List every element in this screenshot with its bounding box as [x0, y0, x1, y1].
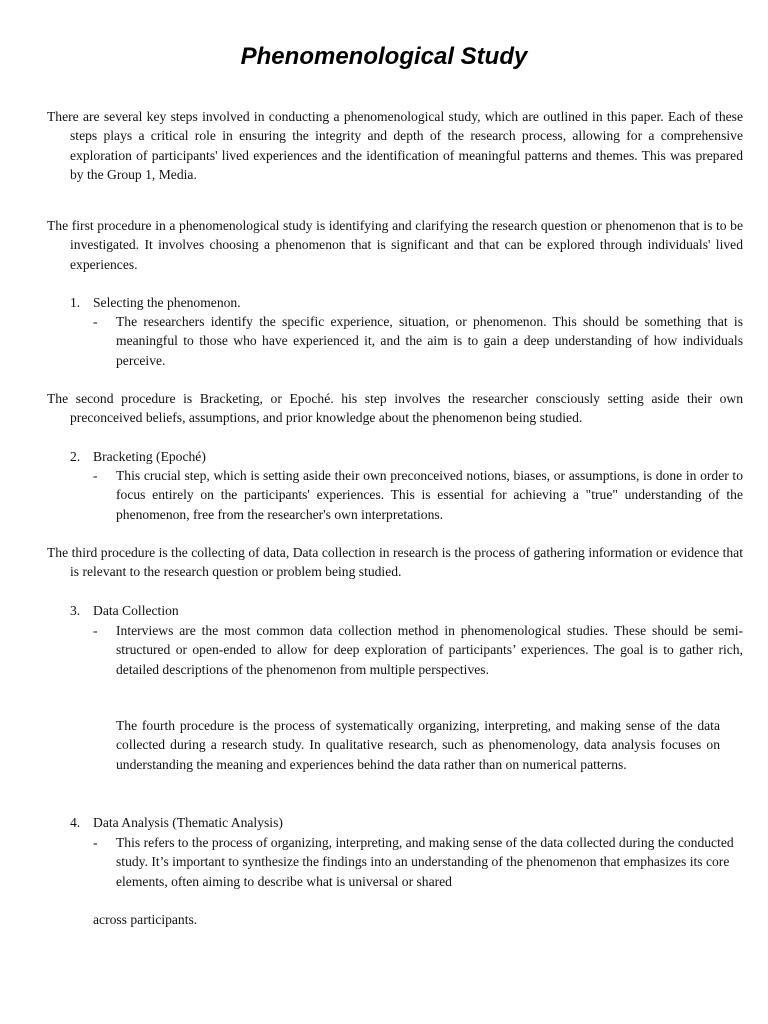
procedure-1-paragraph: The first procedure in a phenomenological study is identifying and clarifying the research question or phenomenon that is to be investigated. It involves choosing a phenomenon that is significant and that can be explored through individuals' lived experiences.: [47, 218, 743, 272]
document-title: Phenomenological Study: [240, 43, 528, 70]
step-1-number: 1.: [70, 295, 81, 310]
procedure-2-paragraph: The second procedure is Bracketing, or Epoché. his step involves the researcher consciously setting aside their own preconceived beliefs, assumptions, and prior knowledge about the phenomenon being studied.: [47, 391, 743, 426]
step-2-heading: [70, 447, 206, 466]
step-4-text: This refers to the process of organizing, interpreting, and making sense of the data collected during the conducted study. It’s important to synthesize the findings into an understanding of the phenomenon that emphasizes its core elements, often aiming to describe what is universal or shared: [116, 835, 734, 889]
step-3-text: Interviews are the most common data collection method in phenomenological studies. These should be semi-structured or open-ended to allow for deep exploration of participants’ experiences. The goal is to gather rich, detailed descriptions of the phenomenon from multiple perspectives.: [116, 623, 743, 677]
step-2-bullet: [93, 466, 743, 524]
step-3-heading: [70, 601, 179, 620]
step-4-number: 4.: [70, 815, 81, 830]
step-2-number: 2.: [70, 449, 81, 464]
step-4-tail: across participants.: [93, 912, 198, 927]
bullet-dash: -: [93, 314, 98, 329]
step-3-title: Data Collection: [93, 603, 179, 618]
bullet-dash: -: [93, 623, 98, 638]
bullet-dash: -: [93, 835, 98, 850]
step-1-heading: [70, 293, 241, 312]
step-4-title: Data Analysis (Thematic Analysis): [93, 815, 283, 830]
bullet-dash: -: [93, 468, 98, 483]
step-4-bullet: [93, 833, 743, 891]
step-3-number: 3.: [70, 603, 81, 618]
procedure-4-paragraph: The fourth procedure is the process of systematically organizing, interpreting, and making sense of the data collected during a research study. In qualitative research, such as phenomenology, data analysis focuses on understanding the meaning and experiences behind the data rather than on numerical patterns.: [116, 718, 720, 772]
step-2-text: This crucial step, which is setting aside their own preconceived notions, biases, or assumptions, is done in order to focus entirely on the participants' experiences. This is essential for achieving a "true" understanding of the phenomenon, free from the researcher's own interpretations.: [116, 468, 743, 522]
step-2-title: Bracketing (Epoché): [93, 449, 206, 464]
step-4-heading: [70, 813, 283, 832]
procedure-3-paragraph: The third procedure is the collecting of data, Data collection in research is the process of gathering information or evidence that is relevant to the research question or problem being studied.: [47, 545, 743, 580]
step-1-title: Selecting the phenomenon.: [93, 295, 241, 310]
step-1-text: The researchers identify the specific experience, situation, or phenomenon. This should be something that is meaningful to those who have experienced it, and the aim is to gain a deep understanding of how individuals perceive.: [116, 314, 743, 368]
step-1-bullet: [93, 312, 743, 370]
intro-paragraph: There are several key steps involved in conducting a phenomenological study, which are outlined in this paper. Each of these steps plays a critical role in ensuring the integrity and depth of the research process, allowing for a comprehensive exploration of participants' lived experiences and the identification of meaningful patterns and themes. This was prepared by the Group 1, Media.: [47, 109, 743, 183]
step-3-bullet: [93, 621, 743, 679]
